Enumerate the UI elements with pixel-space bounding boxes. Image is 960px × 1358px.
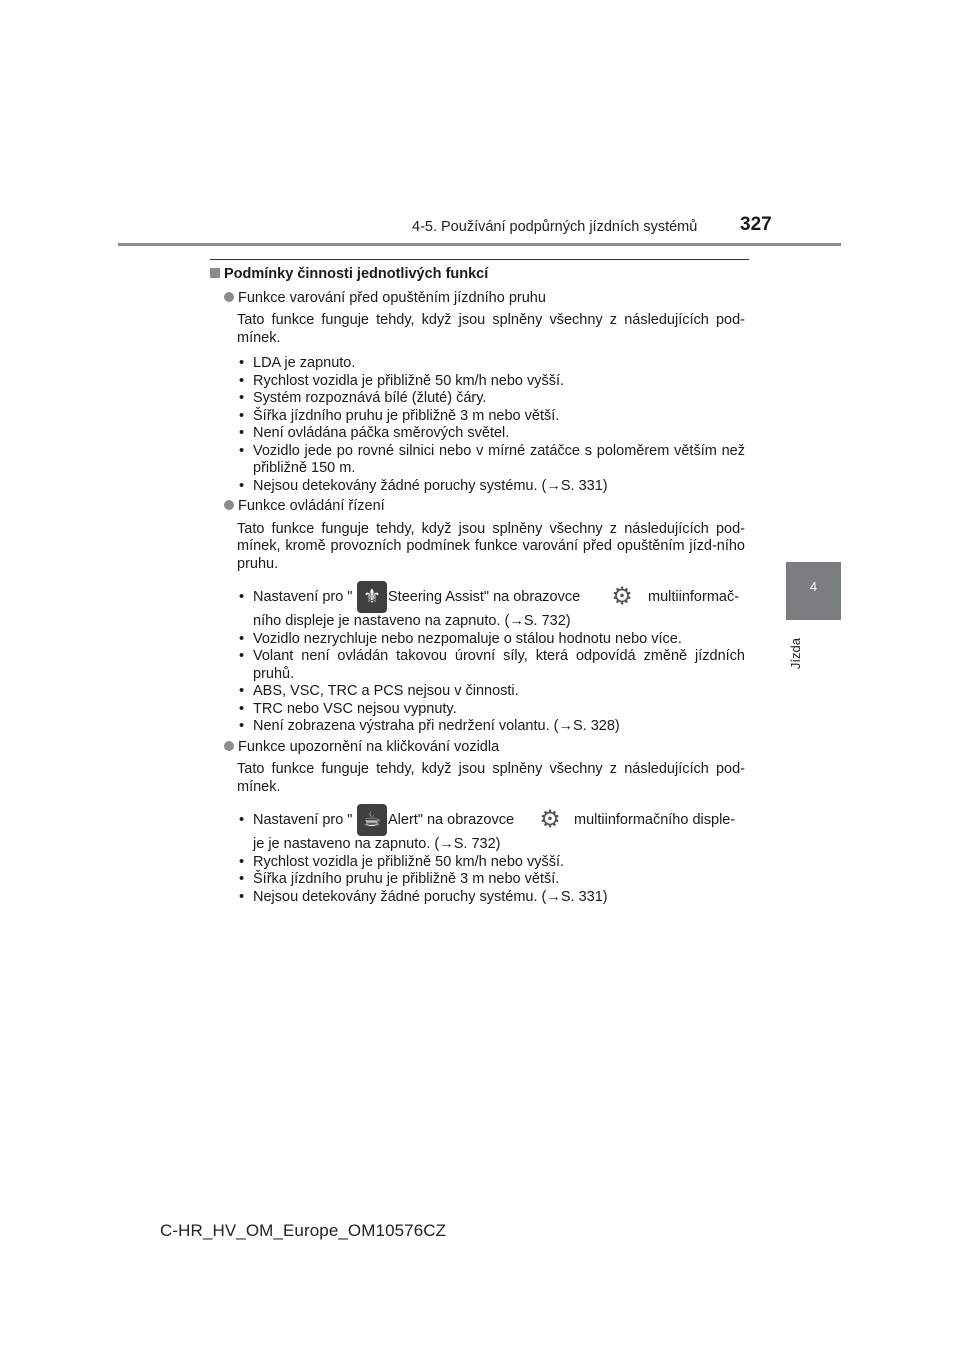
list-item: • Nejsou detekovány žádné poruchy systému. (→S. 331)	[237, 889, 745, 907]
chapter-tab-label: Jízda	[788, 638, 803, 670]
lda-heading: Funkce varování před opuštěním jízdního pruhu	[224, 290, 745, 308]
list-item: • Není ovládána páčka směrových světel.	[237, 425, 745, 443]
lda-intro: Tato funkce funguje tehdy, když jsou splněny všechny z následujících pod-mínek.	[237, 312, 745, 346]
sway-setting-line: • Nastavení pro " ☕ Alert" na obrazovce ⚙ multiinformačního disple-	[237, 804, 745, 836]
sway-heading: Funkce upozornění na kličkování vozidla	[224, 739, 745, 757]
list-item: • Není zobrazena výstraha při nedržení volantu. (→S. 328)	[237, 718, 745, 736]
list-item: • Nejsou detekovány žádné poruchy systému. (→S. 331)	[237, 478, 745, 496]
list-item: • ABS, VSC, TRC a PCS nejsou v činnosti.	[237, 683, 745, 701]
steering-assist-icon: ⚜	[357, 581, 387, 613]
list-item: • Šířka jízdního pruhu je přibližně 3 m nebo větší.	[237, 871, 745, 889]
header-rule	[118, 243, 841, 246]
list-item: • Šířka jízdního pruhu je přibližně 3 m nebo větší.	[237, 408, 745, 426]
circle-bullet-icon	[224, 500, 234, 510]
steering-conditions-list	[237, 631, 745, 736]
section-rule	[210, 259, 749, 260]
page-number: 327	[740, 214, 772, 235]
section-heading: Podmínky činnosti jednotlivých funkcí	[210, 266, 745, 284]
list-item: • Vozidlo nezrychluje nebo nezpomaluje o stálou hodnotu nebo více.	[237, 631, 745, 649]
chapter-tab[interactable]	[786, 562, 841, 620]
circle-bullet-icon	[224, 292, 234, 302]
list-item: • Rychlost vozidla je přibližně 50 km/h nebo vyšší.	[237, 373, 745, 391]
list-item: • LDA je zapnuto.	[237, 355, 745, 373]
circle-bullet-icon	[224, 741, 234, 751]
list-item: • Systém rozpoznává bílé (žluté) čáry.	[237, 390, 745, 408]
list-item: • Rychlost vozidla je přibližně 50 km/h nebo vyšší.	[237, 854, 745, 872]
sway-conditions-list	[237, 854, 745, 907]
coffee-cup-icon: ☕	[357, 804, 387, 836]
sway-intro: Tato funkce funguje tehdy, když jsou splněny všechny z následujících pod-mínek.	[237, 761, 745, 795]
footer-doc-code: C-HR_HV_OM_Europe_OM10576CZ	[160, 1221, 447, 1240]
sway-setting-continuation: je je nastaveno na zapnuto. (→S. 732)	[253, 836, 501, 852]
list-item: • TRC nebo VSC nejsou vypnuty.	[237, 701, 745, 719]
steering-setting-continuation: ního displeje je nastaveno na zapnuto. (→S. 732)	[253, 613, 571, 629]
steering-setting-line: • Nastavení pro " ⚜ Steering Assist" na obrazovce ⚙ multiinformač-	[237, 581, 745, 613]
lda-conditions-list	[237, 355, 745, 495]
settings-gears-icon: ⚙	[539, 806, 561, 833]
list-item: • Volant není ovládán takovou úrovní síly, která odpovídá změně jízdních pruhů.	[237, 648, 745, 683]
main-content	[210, 266, 745, 908]
header-section-title: 4-5. Používání podpůrných jízdních systémů	[412, 219, 698, 235]
steering-heading: Funkce ovládání řízení	[224, 498, 745, 516]
list-item: • Vozidlo jede po rovné silnici nebo v mírné zatáčce s poloměrem větším než přibližně 150 m.	[237, 443, 745, 478]
steering-intro: Tato funkce funguje tehdy, když jsou splněny všechny z následujících pod-mínek, kromě provozních podmínek funkce varování před opuštěním jízd-ního pruhu.	[237, 520, 745, 572]
square-bullet-icon	[210, 268, 220, 278]
settings-gears-icon: ⚙	[611, 583, 633, 610]
chapter-tab-number: 4	[809, 579, 818, 594]
